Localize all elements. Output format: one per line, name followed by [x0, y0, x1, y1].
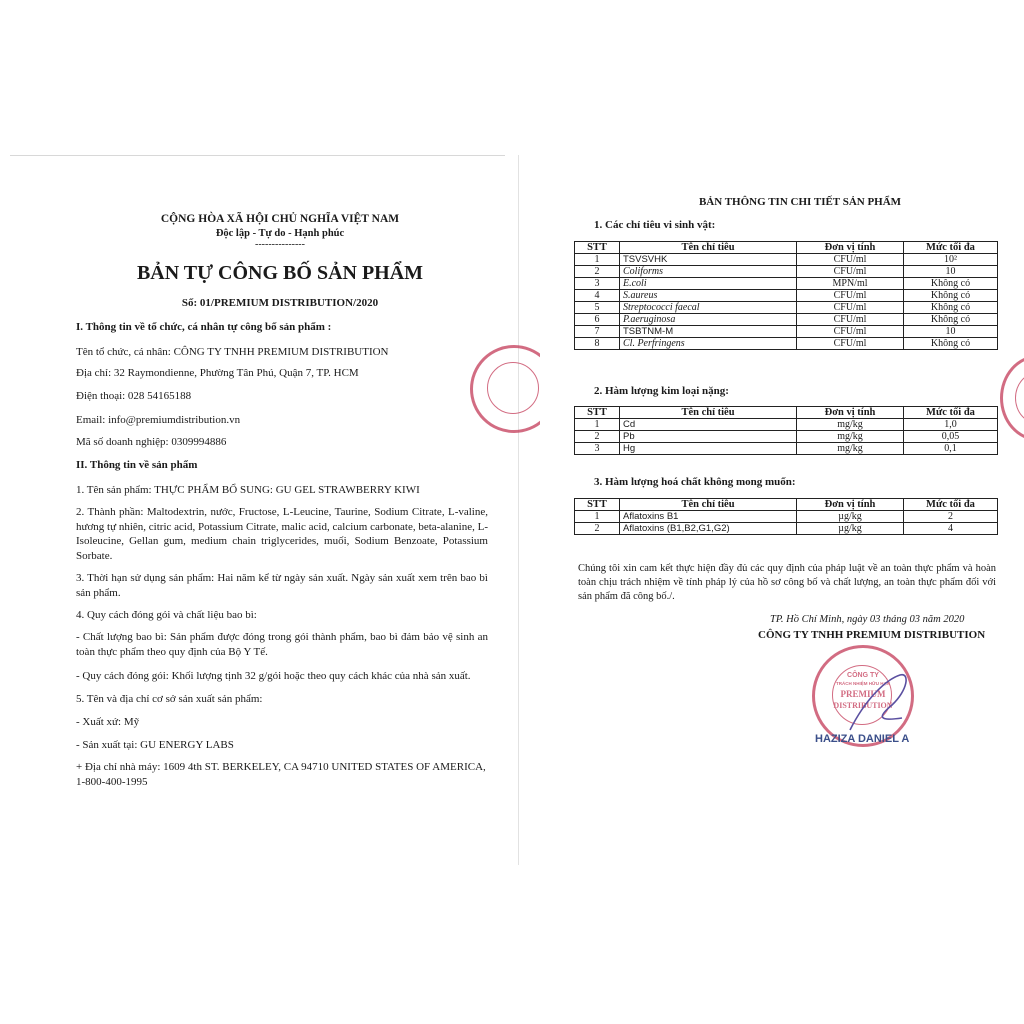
table-row	[575, 338, 998, 350]
signature-scribble	[830, 660, 920, 740]
company-stamp: CÔNG TY TRÁCH NHIỆM HỮU HẠN PREMIUM DISTRIBUTION	[812, 645, 914, 747]
cell-unit: mg/kg	[797, 419, 904, 431]
cell-name: Streptococci faecal	[620, 302, 797, 314]
col-name: Tên chỉ tiêu	[620, 407, 797, 419]
cell-name: P.aeruginosa	[620, 314, 797, 326]
section-2-heading: II. Thông tin về sản phẩm	[76, 459, 198, 471]
cell-limit: Không có	[904, 314, 998, 326]
col-limit: Mức tối đa	[904, 499, 998, 511]
org-phone: Điện thoại: 028 54165188	[76, 390, 192, 402]
cell-limit: 2	[904, 511, 998, 523]
col-unit: Đơn vị tính	[797, 499, 904, 511]
packaging-heading: 4. Quy cách đóng gói và chất liệu bao bì:	[76, 609, 257, 621]
manufacturer-heading: 5. Tên và địa chỉ cơ sở sản xuất sản phẩm:	[76, 693, 263, 705]
cell-name: Aflatoxins B1	[620, 511, 797, 523]
cell-unit: CFU/ml	[797, 290, 904, 302]
cell-stt: 1	[575, 254, 620, 266]
table-row	[575, 326, 998, 338]
cell-stt: 5	[575, 302, 620, 314]
cell-stt: 1	[575, 511, 620, 523]
cell-limit: Không có	[904, 338, 998, 350]
cell-unit: mg/kg	[797, 443, 904, 455]
cell-unit: CFU/ml	[797, 302, 904, 314]
page-fold	[518, 155, 519, 865]
col-name: Tên chỉ tiêu	[620, 499, 797, 511]
cell-limit: 10	[904, 326, 998, 338]
cell-unit: CFU/ml	[797, 314, 904, 326]
col-name: Tên chỉ tiêu	[620, 242, 797, 254]
date-line: TP. Hồ Chí Minh, ngày 03 tháng 03 năm 2020	[770, 614, 965, 625]
org-address: Địa chỉ: 32 Raymondienne, Phường Tân Phú, Quận 7, TP. HCM	[76, 367, 359, 379]
micro-table	[574, 241, 998, 350]
cell-stt: 2	[575, 523, 620, 535]
table-row	[575, 523, 998, 535]
cell-name: Pb	[620, 431, 797, 443]
cell-limit: 10	[904, 266, 998, 278]
micro-heading: 1. Các chỉ tiêu vi sinh vật:	[594, 219, 716, 231]
cell-unit: mg/kg	[797, 431, 904, 443]
cell-limit: Không có	[904, 278, 998, 290]
table-row	[575, 266, 998, 278]
col-stt: STT	[575, 499, 620, 511]
cell-stt: 3	[575, 278, 620, 290]
cell-name: S.aureus	[620, 290, 797, 302]
cell-stt: 3	[575, 443, 620, 455]
table-row	[575, 314, 998, 326]
commitment-statement: Chúng tôi xin cam kết thực hiện đầy đủ các quy định của pháp luật về an toàn thực phẩm và hoàn toàn chịu trách nhiệm về tính pháp lý của hồ sơ công bố và chất lượng, an toàn thực phẩm đối với sản phẩm đã công bố./.	[578, 563, 996, 602]
col-unit: Đơn vị tính	[797, 407, 904, 419]
cell-unit: µg/kg	[797, 511, 904, 523]
table-row	[575, 431, 998, 443]
table-row	[575, 511, 998, 523]
cell-unit: µg/kg	[797, 523, 904, 535]
manufacturer: - Sản xuất tại: GU ENERGY LABS	[76, 739, 234, 751]
section-1-heading: I. Thông tin về tổ chức, cá nhân tự công bố sản phẩm :	[76, 321, 332, 333]
org-name: Tên tổ chức, cá nhân: CÔNG TY TNHH PREMIUM DISTRIBUTION	[76, 346, 389, 358]
cell-stt: 8	[575, 338, 620, 350]
table-row	[575, 278, 998, 290]
metals-heading: 2. Hàm lượng kim loại nặng:	[594, 385, 729, 397]
cell-limit: 10²	[904, 254, 998, 266]
col-limit: Mức tối đa	[904, 242, 998, 254]
metals-table	[574, 406, 998, 455]
cell-unit: CFU/ml	[797, 254, 904, 266]
product-name: 1. Tên sản phẩm: THỰC PHẨM BỔ SUNG: GU GEL STRAWBERRY KIWI	[76, 484, 420, 496]
product-shelf-life: 3. Thời hạn sử dụng sản phẩm: Hai năm kể từ ngày sản xuất. Ngày sản xuất xem trên bao bì sản phẩm.	[76, 572, 488, 599]
cell-name: Aflatoxins (B1,B2,G1,G2)	[620, 523, 797, 535]
cell-name: Cd	[620, 419, 797, 431]
table-row	[575, 419, 998, 431]
nation-motto: Độc lập - Tự do - Hạnh phúc	[215, 228, 345, 239]
cell-limit: 1,0	[904, 419, 998, 431]
detail-title: BẢN THÔNG TIN CHI TIẾT SẢN PHẨM	[698, 196, 902, 208]
document-title: BẢN TỰ CÔNG BỐ SẢN PHẨM	[136, 262, 424, 284]
table-row	[575, 302, 998, 314]
cell-name: E.coli	[620, 278, 797, 290]
org-tax-id: Mã số doanh nghiệp: 0309994886	[76, 436, 227, 448]
signatory-name: HAZIZA DANIEL A	[815, 733, 910, 745]
cell-unit: CFU/ml	[797, 266, 904, 278]
col-limit: Mức tối đa	[904, 407, 998, 419]
origin: - Xuất xứ: Mỹ	[76, 716, 140, 728]
cell-name: Coliforms	[620, 266, 797, 278]
cell-limit: 4	[904, 523, 998, 535]
table-row	[575, 443, 998, 455]
cell-limit: Không có	[904, 290, 998, 302]
col-stt: STT	[575, 407, 620, 419]
col-stt: STT	[575, 242, 620, 254]
table-row	[575, 254, 998, 266]
org-email: Email: info@premiumdistribution.vn	[76, 414, 241, 426]
col-unit: Đơn vị tính	[797, 242, 904, 254]
packaging-spec: - Quy cách đóng gói: Khối lượng tịnh 32 g/gói hoặc theo quy cách khác của nhà sản xuất.	[76, 670, 471, 682]
cell-limit: 0,05	[904, 431, 998, 443]
cell-unit: CFU/ml	[797, 326, 904, 338]
product-ingredients: 2. Thành phần: Maltodextrin, nước, Fructose, L-Leucine, Taurine, Sodium Citrate, L-valine, hương tự nhiên, citric acid, Potassium Citrate, malic acid, calcium carbonate, beta-alanine, L-Isoleucine, Gellan gum, medium chain triglycerides, muối, Sodium Benzoate, Potassium Sorbate.	[76, 506, 488, 562]
cell-stt: 2	[575, 431, 620, 443]
chemicals-table	[574, 498, 998, 535]
company-signature-line: CÔNG TY TNHH PREMIUM DISTRIBUTION	[758, 629, 986, 641]
cell-name: Cl. Perfringens	[620, 338, 797, 350]
packaging-quality: - Chất lượng bao bì: Sản phẩm được đóng trong gói thành phẩm, bao bì đảm bảo vệ sinh an toàn thực phẩm theo quy định của Bộ Y Tế.	[76, 631, 488, 658]
cell-stt: 1	[575, 419, 620, 431]
cell-unit: CFU/ml	[797, 338, 904, 350]
table-row	[575, 290, 998, 302]
chemicals-heading: 3. Hàm lượng hoá chất không mong muốn:	[594, 476, 796, 488]
cell-name: Hg	[620, 443, 797, 455]
cell-limit: 0,1	[904, 443, 998, 455]
nation-header: CỘNG HÒA XÃ HỘI CHỦ NGHĨA VIỆT NAM	[160, 213, 400, 225]
cell-unit: MPN/ml	[797, 278, 904, 290]
header-divider: ---------------	[255, 239, 305, 250]
cell-limit: Không có	[904, 302, 998, 314]
cell-stt: 6	[575, 314, 620, 326]
cell-stt: 7	[575, 326, 620, 338]
factory-address: + Địa chỉ nhà máy: 1609 4th ST. BERKELEY, CA 94710 UNITED STATES OF AMERICA, 1-800-400-1995	[76, 761, 486, 788]
page-top-edge	[10, 155, 505, 156]
cell-stt: 4	[575, 290, 620, 302]
cell-name: TSBTNM-M	[620, 326, 797, 338]
cell-name: TSVSVHK	[620, 254, 797, 266]
document-number: Số: 01/PREMIUM DISTRIBUTION/2020	[181, 297, 379, 309]
cell-stt: 2	[575, 266, 620, 278]
